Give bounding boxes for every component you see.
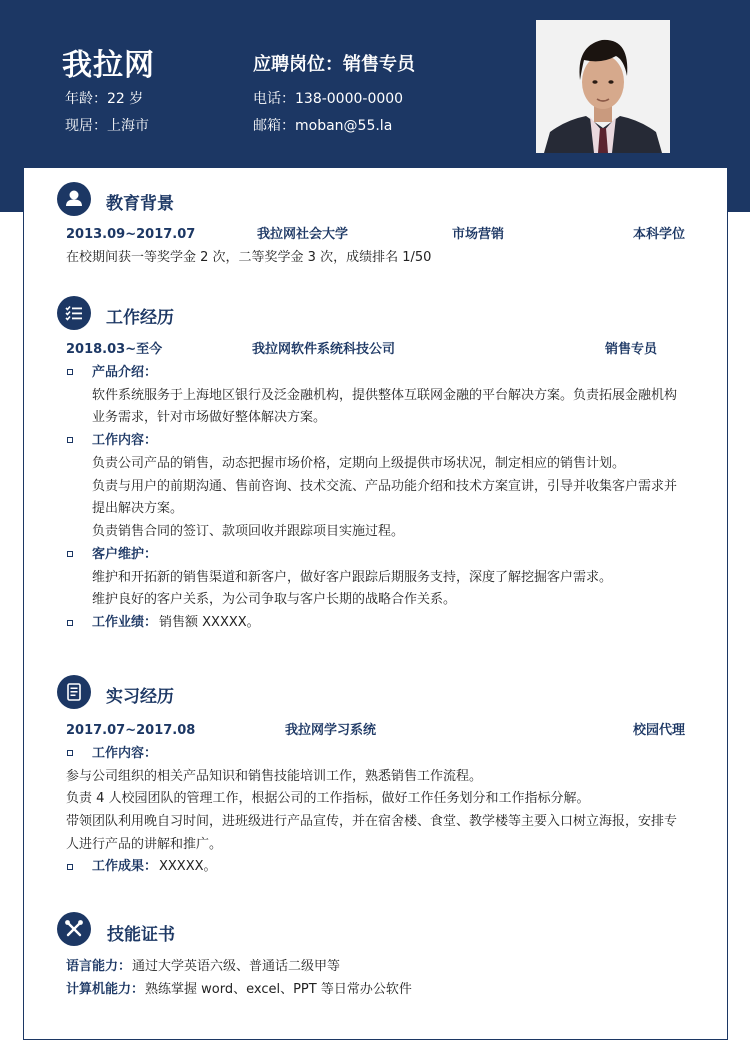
intern-content-label: 工作内容： — [92, 746, 158, 761]
education-degree: 本科学位 — [633, 227, 686, 242]
profile-photo — [536, 20, 670, 153]
applied-position: 应聘岗位：销售专员 — [253, 54, 415, 75]
intern-role: 校园代理 — [633, 723, 686, 738]
education-major: 市场营销 — [452, 227, 505, 242]
work-title: 工作经历 — [106, 308, 174, 328]
work-section-icon — [57, 296, 91, 330]
work-content-line: 负责公司产品的销售，动态把握市场价格，定期向上级提供市场状况，制定相应的销售计划。 — [92, 456, 626, 471]
intern-company: 我拉网学习系统 — [285, 723, 377, 738]
bullet-marker — [67, 864, 73, 870]
age: 年龄：22 岁 — [65, 91, 144, 107]
work-content-line: 负责与用户的前期沟通、售前咨询、技术交流、产品功能介绍和技术方案宣讲，引导并收集客户需求并 — [92, 479, 678, 494]
education-title: 教育背景 — [106, 194, 174, 214]
client-label: 客户维护： — [92, 547, 158, 562]
candidate-name: 我拉网 — [62, 48, 155, 83]
work-content-label: 工作内容： — [92, 433, 158, 448]
intern-result-label: 工作成果： — [92, 859, 158, 874]
performance-value: 销售额 XXXXX。 — [159, 615, 260, 630]
location: 现居：上海市 — [65, 118, 149, 134]
bullet-marker — [67, 551, 73, 557]
education-section-icon — [57, 182, 91, 216]
work-content-line: 提出解决方案。 — [92, 501, 184, 516]
language-value: 通过大学英语六级、普通话二级甲等 — [132, 959, 341, 974]
intern-content-line: 参与公司组织的相关产品知识和销售技能培训工作，熟悉销售工作流程。 — [66, 769, 483, 784]
product-label: 产品介绍： — [92, 365, 158, 380]
document-icon — [57, 675, 91, 709]
computer-label: 计算机能力： — [66, 982, 145, 997]
intern-content-line: 带领团队利用晚自习时间，进班级进行产品宣传，并在宿舍楼、食堂、教学楼等主要入口树立海报，安排专 — [66, 814, 678, 829]
product-line: 软件系统服务于上海地区银行及泛金融机构，提供整体互联网金融的平台解决方案。负责拓展金融机构 — [92, 388, 678, 403]
intern-title: 实习经历 — [106, 687, 174, 707]
computer-value: 熟练掌握 word、excel、PPT 等日常办公软件 — [145, 982, 412, 997]
product-line: 业务需求，针对市场做好整体解决方案。 — [92, 410, 327, 425]
email: 邮箱：moban@55.la — [253, 118, 393, 134]
bullet-marker — [67, 369, 73, 375]
intern-content-line: 负责 4 人校园团队的管理工作，根据公司的工作指标，做好工作任务划分和工作指标分解。 — [66, 791, 590, 806]
client-line: 维护和开拓新的销售渠道和新客户，做好客户跟踪后期服务支持，深度了解挖掘客户需求。 — [92, 570, 613, 585]
bullet-marker — [67, 750, 73, 756]
education-description: 在校期间获一等奖学金 2 次，二等奖学金 3 次，成绩排名 1/50 — [66, 250, 432, 265]
performance-label: 工作业绩： — [92, 615, 158, 630]
list-icon — [57, 296, 91, 330]
intern-content-line: 人进行产品的讲解和推广。 — [66, 837, 223, 852]
skills-title: 技能证书 — [107, 925, 175, 945]
user-icon — [57, 182, 91, 216]
work-role: 销售专员 — [605, 342, 658, 357]
education-school: 我拉网社会大学 — [257, 227, 349, 242]
work-period: 2018.03~至今 — [66, 342, 163, 357]
intern-section-icon — [57, 675, 91, 709]
education-period: 2013.09~2017.07 — [66, 227, 196, 242]
work-content-line: 负责销售合同的签订、款项回收并跟踪项目实施过程。 — [92, 524, 405, 539]
bullet-marker — [67, 437, 73, 443]
phone: 电话：138-0000-0000 — [253, 91, 404, 107]
work-company: 我拉网软件系统科技公司 — [252, 342, 396, 357]
language-label: 语言能力： — [66, 959, 132, 974]
portrait-illustration — [536, 20, 670, 153]
intern-period: 2017.07~2017.08 — [66, 723, 196, 738]
bullet-marker — [67, 620, 73, 626]
intern-result-value: XXXXX。 — [159, 859, 217, 874]
client-line: 维护良好的客户关系，为公司争取与客户长期的战略合作关系。 — [92, 592, 457, 607]
tools-icon — [57, 912, 91, 946]
skills-section-icon — [57, 912, 91, 946]
